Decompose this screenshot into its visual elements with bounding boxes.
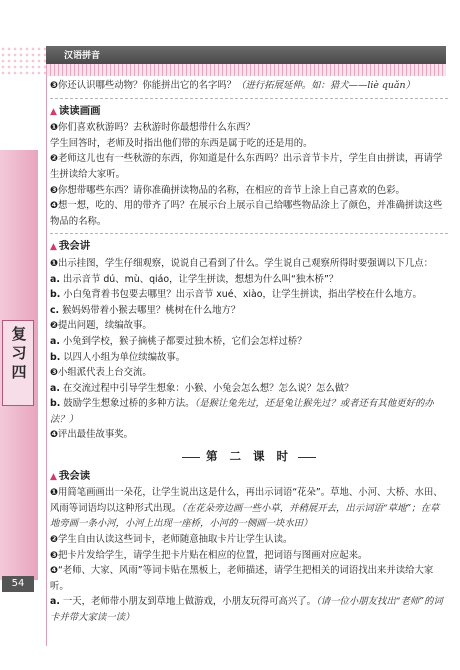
section-reading-2	[50, 469, 448, 626]
section-marker-icon: ▲	[50, 106, 57, 117]
section-reading	[50, 104, 448, 230]
list-item: ❶出示挂图，学生仔细观察，说说自己看到了什么。学生说自己观察所得时要强调以下几点：	[50, 257, 433, 269]
margin-line	[46, 76, 47, 646]
list-item: ❷提出问题，续编故事。	[50, 320, 152, 332]
page-number: 54	[2, 576, 34, 592]
list-item: ❸小组派代表上台交流。	[50, 367, 152, 379]
side-chapter-text: 复习四	[11, 325, 27, 381]
list-item: ❹“老师、大家、风雨”等词卡贴在黑板上，老师描述，请学生把相关的词语找出来并读给大家听。	[50, 565, 434, 592]
list-item: b. 小白兔背着书包要去哪里？出示音节 xué、xiào，让学生拼读，指出学校在什么地方。	[50, 289, 422, 301]
intro-text: 你还认识哪些动物？你能拼出它的名字吗？	[57, 80, 237, 91]
list-item: ❸你想带哪些东西？请你准确拼读物品的名称，在相应的音节上涂上自己喜欢的色彩。	[50, 184, 405, 196]
list-item: ❹评出最佳故事奖。	[50, 429, 133, 441]
list-item: ❹想一想，吃的、用的带齐了吗？在展示台上展示自己给哪些物品涂上了颜色，并准确拼读这些物品的名称。	[50, 200, 443, 227]
section-title: ▲ 我会讲	[50, 240, 91, 253]
lesson-heading: 第 二 课 时	[50, 449, 448, 465]
intro-num: ❸	[50, 80, 58, 91]
header-dot-pattern	[0, 46, 46, 76]
section-divider	[50, 233, 448, 234]
header-band	[46, 46, 446, 64]
list-item: a. 一天，老师带小朋友到草地上做游戏，小朋友玩得可高兴了。（请一位小朋友找出“老师”的词卡并带大家读一读）	[50, 596, 443, 623]
section-divider	[50, 98, 448, 99]
list-item: ❸把卡片发给学生，请学生把卡片贴在相应的位置，把词语与图画对应起来。	[50, 549, 368, 561]
list-item: b. 鼓励学生想象过桥的多种方法。（是猴让兔先过，还是兔让猴先过？或者还有其他更好的办法？）	[50, 398, 434, 425]
list-item: b. 以四人小组为单位续编故事。	[50, 351, 186, 363]
list-item: a. 出示音节 dú、mù、qiáo，让学生拼读，想想为什么叫“独木桥”？	[50, 273, 339, 285]
page-content	[50, 78, 448, 629]
intro-item	[50, 78, 448, 94]
list-item: ❶你们喜欢秋游吗？去秋游时你最想带什么东西？	[50, 122, 255, 134]
header-stripe	[46, 64, 446, 76]
side-chapter-label	[2, 320, 34, 406]
section-title: ▲ 读读画画	[50, 104, 101, 117]
list-item: 学生回答时，老师及时指出他们带的东西是属于吃的还是用的。	[50, 137, 313, 149]
running-header-title: 汉语拼音	[64, 51, 101, 61]
list-item: a. 小兔到学校，猴子摘桃子都要过独木桥，它们会怎样过桥？	[50, 335, 307, 347]
list-item: ❷学生自由认读这些词卡，老师随意抽取卡片让学生认读。	[50, 534, 293, 546]
section-title: ▲ 我会读	[50, 469, 91, 482]
list-item: ❷老师这儿也有一些秋游的东西，你知道是什么东西吗？出示音节卡片，学生自由拼读，再请学生拼读给大家听。	[50, 153, 443, 180]
section-speaking	[50, 239, 448, 443]
section-marker-icon: ▲	[50, 242, 57, 253]
list-item: c. 猴妈妈带着小猴去哪里？桃树在什么地方？	[50, 304, 241, 316]
list-item: a. 在交流过程中引导学生想象：小猴、小兔会怎么想？怎么说？怎么做？	[50, 382, 354, 394]
intro-note: （进行拓展延伸。如：猎犬——liè quǎn）	[236, 80, 415, 91]
list-item: ❶用简笔画画出一朵花，让学生说出这是什么，再出示词语“花朵”。草地、小河、大桥、水田、风雨等词语均以这种形式出现。（在花朵旁边画一些小草，并稍展开去，出示词语“草地”；在草地旁画一条小河，小河上出现一座桥，小河的一侧画一块水田）	[50, 487, 443, 530]
section-marker-icon: ▲	[50, 471, 57, 482]
